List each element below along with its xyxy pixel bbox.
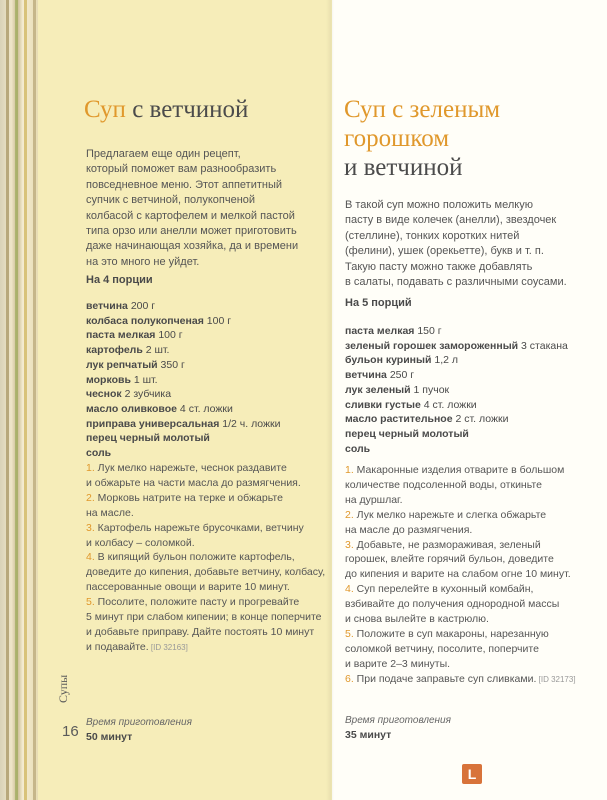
ingredient-qty: 2 ст. ложки <box>452 413 509 426</box>
ingredient-row <box>86 314 281 329</box>
step-line <box>345 523 576 538</box>
step-number: 2. <box>345 508 354 521</box>
ingredient-row <box>345 442 568 457</box>
ingredient-row <box>86 299 281 314</box>
ingredient-name: соль <box>345 442 371 455</box>
step-line <box>86 640 325 656</box>
ingredient-qty: 1,2 л <box>431 354 458 367</box>
intro-line: пасту в виде колечек (анелли), звездочек <box>345 214 557 227</box>
ingredient-row <box>86 446 281 461</box>
ingredient-name: колбаса полукопченая <box>86 314 204 327</box>
step-number: 6. <box>345 672 354 685</box>
ingredient-name: ветчина <box>345 369 387 382</box>
ingredient-qty: 4 ст. ложки <box>177 402 233 415</box>
ingredient-row <box>86 387 281 402</box>
recipe-step <box>345 463 576 508</box>
page-edge <box>0 0 38 800</box>
recipe-step <box>345 582 576 627</box>
step-text: Положите в суп макароны, нарезанную <box>353 627 549 640</box>
ingredient-row <box>86 402 281 417</box>
intro-line: супчик с ветчиной, полукопченой <box>86 194 256 207</box>
intro-line: на это много не уйдет. <box>86 255 200 268</box>
left-recipe-title <box>84 95 248 124</box>
ingredient-qty: 4 ст. ложки <box>420 398 477 411</box>
recipe-step <box>86 491 325 521</box>
step-text: и обжарьте на части масла до размягчения. <box>86 476 301 489</box>
ingredient-row <box>345 398 568 413</box>
step-line <box>86 491 325 506</box>
ingredient-name: паста мелкая <box>345 325 415 337</box>
step-text: Морковь натрите на терке и обжарьте <box>94 491 283 504</box>
ingredient-row <box>345 412 568 427</box>
intro-line: даже начинающая хозяйка, да и времени <box>86 240 299 253</box>
ingredient-name: сливки густые <box>345 398 421 411</box>
intro-line: Предлагаем еще один рецепт, <box>86 148 241 160</box>
intro-line: типа орзо или анелли может приготовить <box>86 225 297 238</box>
step-text: взбивайте до получения однородной массы <box>345 598 560 611</box>
step-text: Картофель нарежьте брусочками, ветчину <box>94 521 304 534</box>
recipe-id: [ID 32173] <box>536 674 576 684</box>
step-text: на масле. <box>86 506 134 519</box>
ingredient-qty: 2 шт. <box>142 344 170 357</box>
ingredient-qty: 350 г <box>157 358 185 371</box>
left-steps-list <box>86 461 325 656</box>
step-text: на масле до размягчения. <box>345 523 473 536</box>
recipe-step <box>86 461 325 491</box>
step-number: 4. <box>86 551 95 564</box>
intro-line: в салаты, подавать с различными соусами. <box>345 276 567 289</box>
step-text: При подаче заправьте суп сливками. <box>353 672 537 685</box>
step-text: соломкой ветчину, посолите, поперчите <box>345 642 539 655</box>
ingredient-row <box>345 353 568 368</box>
ingredient-qty: 100 г <box>155 329 183 342</box>
step-line <box>86 536 325 551</box>
ingredient-row <box>86 373 281 388</box>
ingredient-qty: 1/2 ч. ложки <box>219 417 281 430</box>
step-text: В кипящий бульон положите картофель, <box>94 551 295 564</box>
step-number: 3. <box>345 538 354 551</box>
step-text: Добавьте, не размораживая, зеленый <box>353 538 541 551</box>
step-text: Лук мелко нарежьте, чеснок раздавите <box>94 462 287 474</box>
intro-line: Такую пасту можно также добавлять <box>345 260 533 273</box>
ingredient-name: перец черный молотый <box>345 427 469 440</box>
ingredient-name: морковь <box>86 373 131 386</box>
step-text: горошек, влейте горячий бульон, доведите <box>345 553 554 566</box>
step-text: количестве подсоленной воды, откиньте <box>345 478 542 491</box>
step-line <box>345 493 576 508</box>
recipe-step <box>345 538 576 583</box>
step-line <box>345 597 576 612</box>
step-number: 2. <box>86 491 95 504</box>
ingredient-name: масло оливковое <box>86 402 178 415</box>
step-line <box>345 478 576 493</box>
left-time-value: 50 минут <box>86 731 133 743</box>
intro-line: (стеллине), тонких коротких нитей <box>345 229 520 242</box>
page-edge-stripe <box>24 0 27 800</box>
ingredient-name: ветчина <box>86 300 128 312</box>
step-text: и подавайте. <box>86 640 149 653</box>
recipe-step <box>345 508 576 538</box>
ingredient-name: масло растительное <box>345 413 453 426</box>
ingredient-row <box>86 343 281 358</box>
right-steps-list <box>345 463 576 688</box>
step-line <box>86 506 325 521</box>
step-line <box>86 461 325 476</box>
step-line <box>86 565 325 580</box>
right-time-value: 35 минут <box>345 729 392 741</box>
ingredient-qty: 2 зубчика <box>121 388 172 401</box>
left-title-accent: Суп <box>84 96 126 123</box>
ingredient-name: лук репчатый <box>86 358 158 371</box>
recipe-id: [ID 32163] <box>148 642 188 652</box>
ingredient-row <box>86 417 281 432</box>
step-line <box>345 627 576 642</box>
ingredient-row <box>86 358 281 373</box>
left-time-label: Время приготовления <box>86 717 192 728</box>
ingredient-row <box>345 339 568 354</box>
right-time-label: Время приготовления <box>345 715 451 726</box>
ingredient-name: перец черный молотый <box>86 432 210 445</box>
step-number: 1. <box>345 464 354 476</box>
step-line <box>345 463 576 478</box>
ingredient-name: лук зеленый <box>345 383 411 396</box>
step-number: 5. <box>345 627 354 640</box>
labirint-logo-icon: L <box>462 764 482 784</box>
ingredient-qty: 150 г <box>414 325 442 337</box>
step-line <box>345 567 576 582</box>
step-line <box>86 595 325 610</box>
left-title-rest: с ветчиной <box>125 96 249 123</box>
ingredient-name: картофель <box>86 344 143 357</box>
right-title-line-2: горошком <box>344 125 450 152</box>
ingredient-row <box>345 383 568 398</box>
step-line <box>345 582 576 597</box>
ingredient-qty: 200 г <box>127 300 156 312</box>
right-recipe-title <box>344 95 500 182</box>
step-line <box>345 642 576 657</box>
ingredient-row <box>345 427 568 442</box>
step-number: 5. <box>86 596 95 609</box>
ingredient-row <box>345 324 568 339</box>
ingredient-qty: 100 г <box>203 314 232 327</box>
step-line <box>345 538 576 553</box>
step-text: и добавьте приправу. Дайте постоять 10 минут <box>86 625 315 638</box>
intro-line: колбасой с картофелем и мелкой пастой <box>86 209 295 222</box>
ingredient-qty: 1 шт. <box>130 373 158 386</box>
column-divider <box>326 0 334 800</box>
step-text: до кипения и варите на слабом огне 10 минут. <box>345 568 571 581</box>
recipe-step <box>345 672 576 688</box>
recipe-step <box>86 595 325 656</box>
step-line <box>345 552 576 567</box>
step-text: и колбасу – соломкой. <box>86 536 195 549</box>
step-text: доведите до кипения, добавьте ветчину, колбасу, <box>86 566 326 579</box>
step-text: и варите 2–3 минуты. <box>345 657 451 670</box>
page-edge-stripe <box>15 0 18 800</box>
step-line <box>86 625 325 640</box>
step-line <box>345 612 576 627</box>
ingredient-name: приправа универсальная <box>86 417 220 430</box>
step-text: 5 минут при слабом кипении; в конце поперчите <box>86 611 322 624</box>
step-line <box>86 610 325 625</box>
step-line <box>86 521 325 536</box>
step-text: на дуршлаг. <box>345 493 403 506</box>
right-title-line-1: Суп с зеленым <box>344 96 501 123</box>
step-line <box>86 580 325 595</box>
intro-line: (фелини), ушек (орекьетте), букв и т. п. <box>345 245 544 258</box>
step-text: Лук мелко нарежьте и слегка обжарьте <box>353 508 547 521</box>
ingredient-row <box>345 368 568 383</box>
recipe-step <box>86 521 325 551</box>
ingredient-name: паста мелкая <box>86 329 156 342</box>
left-intro-text <box>86 147 298 270</box>
right-title-line-3: и ветчиной <box>344 154 463 181</box>
ingredient-qty: 250 г <box>386 369 415 382</box>
recipe-step <box>345 627 576 672</box>
step-text: Суп перелейте в кухонный комбайн, <box>353 583 534 596</box>
page-number: 16 <box>62 723 79 740</box>
ingredient-name: соль <box>86 447 112 460</box>
right-ingredients-list <box>345 324 568 456</box>
ingredient-qty: 1 пучок <box>410 383 450 396</box>
intro-line: который поможет вам разнообразить <box>86 163 277 176</box>
step-number: 4. <box>345 583 354 596</box>
left-ingredients-list <box>86 299 281 461</box>
step-line <box>86 476 325 491</box>
step-number: 1. <box>86 462 95 474</box>
ingredient-name: бульон куриный <box>345 354 432 367</box>
step-line <box>345 657 576 672</box>
page-edge-stripe <box>33 0 36 800</box>
left-servings: На 4 порции <box>86 274 153 286</box>
page-edge-stripe <box>6 0 9 800</box>
section-label: Супы <box>56 674 70 703</box>
step-number: 3. <box>86 521 95 534</box>
step-text: Посолите, положите пасту и прогревайте <box>94 596 300 609</box>
step-line <box>345 672 576 688</box>
ingredient-name: зеленый горошек замороженный <box>345 339 519 352</box>
ingredient-row <box>86 431 281 446</box>
intro-line: В такой суп можно положить мелкую <box>345 199 533 211</box>
step-text: Макаронные изделия отварите в большом <box>353 464 565 476</box>
ingredient-qty: 3 стакана <box>518 339 568 352</box>
intro-line: повседневное меню. Этот аппетитный <box>86 178 283 191</box>
ingredient-row <box>86 328 281 343</box>
step-line <box>345 508 576 523</box>
step-line <box>86 550 325 565</box>
ingredient-name: чеснок <box>86 388 122 401</box>
right-intro-text <box>345 198 567 290</box>
step-text: пассерованные овощи и варите 10 минут. <box>86 581 290 594</box>
right-servings: На 5 порций <box>345 297 412 309</box>
recipe-step <box>86 550 325 595</box>
step-text: и снова вылейте в кастрюлю. <box>345 613 489 626</box>
